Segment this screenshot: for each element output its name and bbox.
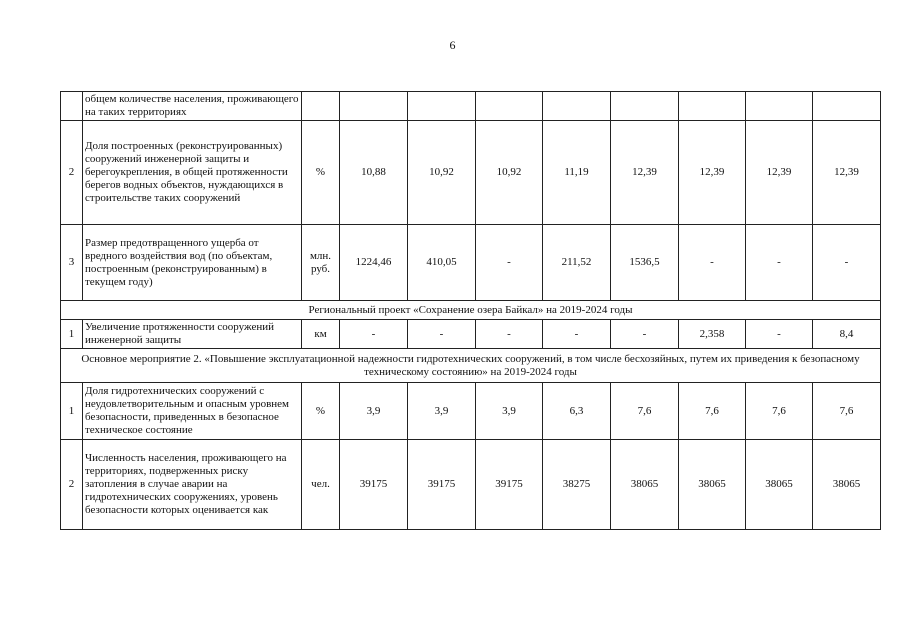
value-cell: 10,92 xyxy=(476,121,543,225)
value-cell: 7,6 xyxy=(611,383,679,440)
table-row xyxy=(61,383,881,440)
value-cell: 38065 xyxy=(611,440,679,530)
value-cell: - xyxy=(543,320,611,349)
value-cell: 3,9 xyxy=(408,383,476,440)
indicators-table xyxy=(60,91,881,530)
unit-cell: % xyxy=(302,383,340,440)
value-cell xyxy=(813,92,881,121)
value-cell: - xyxy=(340,320,408,349)
value-cell: - xyxy=(746,225,813,301)
value-cell xyxy=(408,92,476,121)
table-row xyxy=(61,440,881,530)
value-cell: 12,39 xyxy=(611,121,679,225)
value-cell xyxy=(340,92,408,121)
value-cell xyxy=(476,92,543,121)
value-cell xyxy=(543,92,611,121)
indicator-description: Доля построенных (реконструированных) сооружений инженерной защиты и берегоукрепления, в общей протяженности берегов водных объектов, нуждающихся в строительстве таких сооружений xyxy=(83,121,302,225)
row-number xyxy=(61,92,83,121)
indicator-description: Размер предотвращенного ущерба от вредного воздействия вод (по объектам, построенным (реконструированным) в текущем году) xyxy=(83,225,302,301)
section-heading-row xyxy=(61,301,881,320)
value-cell: 12,39 xyxy=(679,121,746,225)
value-cell: - xyxy=(813,225,881,301)
value-cell xyxy=(746,92,813,121)
value-cell: 38065 xyxy=(746,440,813,530)
value-cell: 3,9 xyxy=(340,383,408,440)
value-cell: 12,39 xyxy=(746,121,813,225)
value-cell: - xyxy=(476,225,543,301)
page-number: 6 xyxy=(449,38,456,52)
value-cell: 8,4 xyxy=(813,320,881,349)
unit-cell: км xyxy=(302,320,340,349)
unit-cell: % xyxy=(302,121,340,225)
value-cell: 410,05 xyxy=(408,225,476,301)
value-cell: 39175 xyxy=(340,440,408,530)
value-cell: - xyxy=(746,320,813,349)
section-heading: Основное мероприятие 2. «Повышение эксплуатационной надежности гидротехнических сооружений, в том числе бесхозяйных, путем их приведения к безопасному техническому состоянию» на 2019-2024 годы xyxy=(61,349,881,383)
value-cell: 39175 xyxy=(408,440,476,530)
value-cell: 1536,5 xyxy=(611,225,679,301)
section-heading: Региональный проект «Сохранение озера Байкал» на 2019-2024 годы xyxy=(61,301,881,320)
table-row xyxy=(61,121,881,225)
value-cell: 211,52 xyxy=(543,225,611,301)
indicator-description: общем количестве населения, проживающего на таких территориях xyxy=(83,92,302,121)
value-cell: - xyxy=(611,320,679,349)
value-cell: 10,92 xyxy=(408,121,476,225)
value-cell: 7,6 xyxy=(679,383,746,440)
row-number: 3 xyxy=(61,225,83,301)
value-cell: 11,19 xyxy=(543,121,611,225)
table-row xyxy=(61,225,881,301)
value-cell: - xyxy=(679,225,746,301)
value-cell: 1224,46 xyxy=(340,225,408,301)
row-number: 2 xyxy=(61,440,83,530)
indicator-description: Доля гидротехнических сооружений с неудовлетворительным и опасным уровнем безопасности, приведенных в безопасное техническое состояние xyxy=(83,383,302,440)
table-row xyxy=(61,92,881,121)
table-row xyxy=(61,320,881,349)
value-cell: 39175 xyxy=(476,440,543,530)
unit-cell xyxy=(302,92,340,121)
value-cell: - xyxy=(408,320,476,349)
value-cell: 3,9 xyxy=(476,383,543,440)
value-cell: 12,39 xyxy=(813,121,881,225)
value-cell: 7,6 xyxy=(813,383,881,440)
value-cell: 38065 xyxy=(813,440,881,530)
value-cell: 7,6 xyxy=(746,383,813,440)
value-cell: - xyxy=(476,320,543,349)
value-cell: 10,88 xyxy=(340,121,408,225)
unit-cell: млн. руб. xyxy=(302,225,340,301)
unit-cell: чел. xyxy=(302,440,340,530)
row-number: 1 xyxy=(61,320,83,349)
value-cell xyxy=(679,92,746,121)
indicator-description: Численность населения, проживающего на территориях, подверженных риску затопления в случае аварии на гидротехнических сооружениях, уровень безопасности которых оценивается как xyxy=(83,440,302,530)
indicator-description: Увеличение протяженности сооружений инженерной защиты xyxy=(83,320,302,349)
value-cell: 6,3 xyxy=(543,383,611,440)
row-number: 1 xyxy=(61,383,83,440)
value-cell xyxy=(611,92,679,121)
value-cell: 38275 xyxy=(543,440,611,530)
value-cell: 2,358 xyxy=(679,320,746,349)
value-cell: 38065 xyxy=(679,440,746,530)
section-heading-row xyxy=(61,349,881,383)
row-number: 2 xyxy=(61,121,83,225)
